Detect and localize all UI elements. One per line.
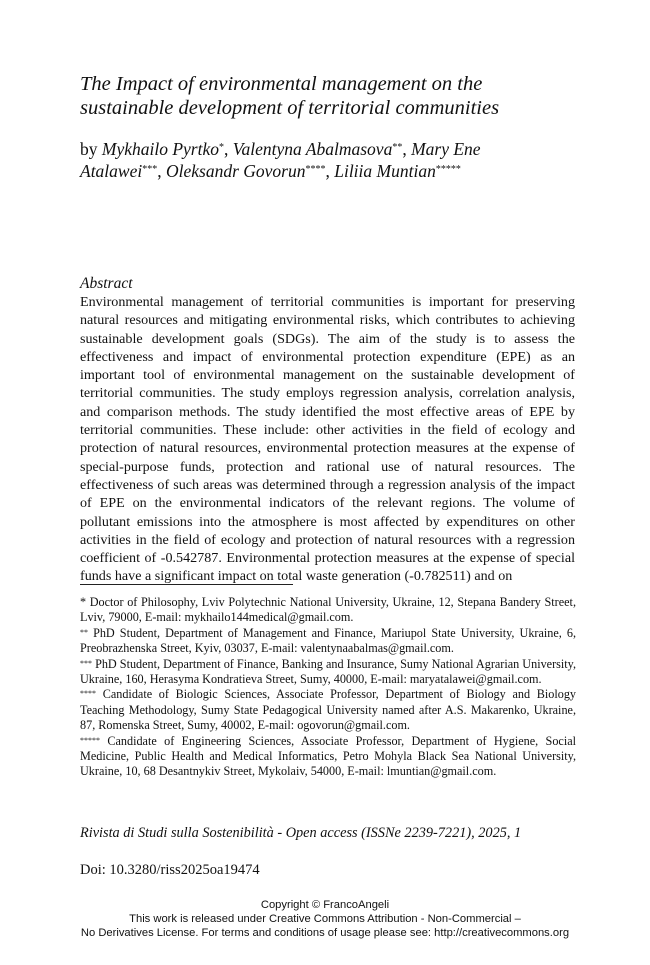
footnote-mark: * (80, 595, 87, 609)
footnote-text: Doctor of Philosophy, Lviv Polytechnic National University, Ukraine, 12, Stepana Bandery Street, Lviv, 79000, E-mail: mykhailo144medical@gmail.com. (80, 595, 576, 625)
footnote-marker: * (218, 142, 224, 153)
footnote-item (80, 734, 576, 780)
footnote-marker: **** (305, 164, 326, 175)
author-name: Oleksandr Govorun (165, 161, 306, 181)
author-name: Liliia Muntian (334, 161, 436, 181)
footnote-item (80, 687, 576, 733)
copyright-line: Copyright © FrancoAngeli (260, 899, 390, 911)
doi: Doi: 10.3280/riss2025oa19474 (80, 862, 260, 878)
footnote-text: Candidate of Engineering Sciences, Associate Professor, Department of Hygiene, Social Medicine, Public Health and Medical Informatics, Petro Mohyla Black Sea National University, Ukraine, 10, 68 Desantnykiv Street, Mykolaiv, 54000, E-mail: lmuntian@gmail.com. (80, 733, 577, 779)
author-name: Mary Ene (411, 139, 481, 159)
footnote-mark: **** (80, 689, 96, 699)
license-notice (0, 898, 650, 941)
footnote-text: Candidate of Biologic Sciences, Associate Professor, Department of Biology and Biology Teaching Methodology, Sumy State Pedagogical University named after A.S. Makarenko, Ukraine, 87, Romenska Street, Sumy, 40002, E-mail: ogovorun@gmail.com. (80, 687, 577, 733)
author-name: Atalawei (80, 161, 143, 181)
footnote-mark: *** (80, 658, 92, 668)
footnote-item (80, 595, 576, 626)
license-line: No Derivatives License. For terms and conditions of usage please see: http://creativecommons.org (80, 927, 570, 940)
footnote-item (80, 626, 576, 657)
license-line: This work is released under Creative Commons Attribution - Non-Commercial – (129, 913, 521, 926)
footnote-marker: ** (392, 142, 403, 153)
paper-title (80, 72, 580, 120)
byline-line-2: Atalawei***, Oleksandr Govorun****, Liliia Muntian***** (80, 161, 461, 181)
abstract-heading: Abstract (80, 275, 133, 292)
author-byline (80, 138, 580, 182)
footnote-item (80, 657, 576, 688)
footnotes (80, 595, 576, 780)
footnote-marker: *** (142, 164, 158, 175)
by-label: by (80, 139, 98, 159)
abstract-text: Environmental management of territorial communities is important for preserving natural resources and mitigating environmental risks, which contributes to achieving sustainable development goals (SDGs). The aim of the study is to assess the effectiveness and impact of environmental protection expenditure (EPE) as an important tool of environmental management on the sustainable development of territorial communities. The study employs regression analysis, correlation analysis, and comparison methods. The study identified the most effective areas of EPE by territorial communities. These include: other activities in the field of ecology and protection of natural resources, environmental protection measures at the expense of special-purpose funds, protection and rational use of natural resources. The effectiveness of such areas was determined through a regression analysis of the impact of EPE on the environmental indicators of the relevant regions. The volume of pollutant emissions into the atmosphere is most affected by expenditures on other activities in the field of ecology and protection of natural resources with a regression coefficient of -0.542787. Environmental protection measures at the expense of special funds have a significant impact on total waste generation (-0.782511) and on (80, 294, 575, 585)
footnote-text: PhD Student, Department of Finance, Banking and Insurance, Sumy National Agrarian University, Ukraine, 160, Herasyma Kondratieva Street, Sumy, 40000, E-mail: maryatalawei@gmail.com. (80, 656, 576, 687)
author-name: Mykhailo Pyrtko (101, 139, 219, 159)
footnote-marker: ***** (435, 164, 461, 175)
byline-line-1: by Mykhailo Pyrtko*, Valentyna Abalmasova**, Mary Ene (80, 139, 481, 159)
title-line-2: sustainable development of territorial communities (80, 97, 500, 119)
footnote-divider (80, 584, 293, 585)
title-line-1: The Impact of environmental management on the (80, 73, 483, 95)
footnote-text: PhD Student, Department of Management and Finance, Mariupol State University, Ukraine, 6, Preobrazhenska Street, Kyiv, 03037, E-mail: valentynaabalmas@gmail.com. (80, 625, 577, 656)
footnote-mark: ** (80, 627, 88, 637)
footnote-mark: ***** (80, 735, 100, 745)
author-name: Valentyna Abalmasova (232, 139, 393, 159)
journal-citation: Rivista di Studi sulla Sostenibilità - Open access (ISSNe 2239-7221), 2025, 1 (80, 825, 522, 841)
